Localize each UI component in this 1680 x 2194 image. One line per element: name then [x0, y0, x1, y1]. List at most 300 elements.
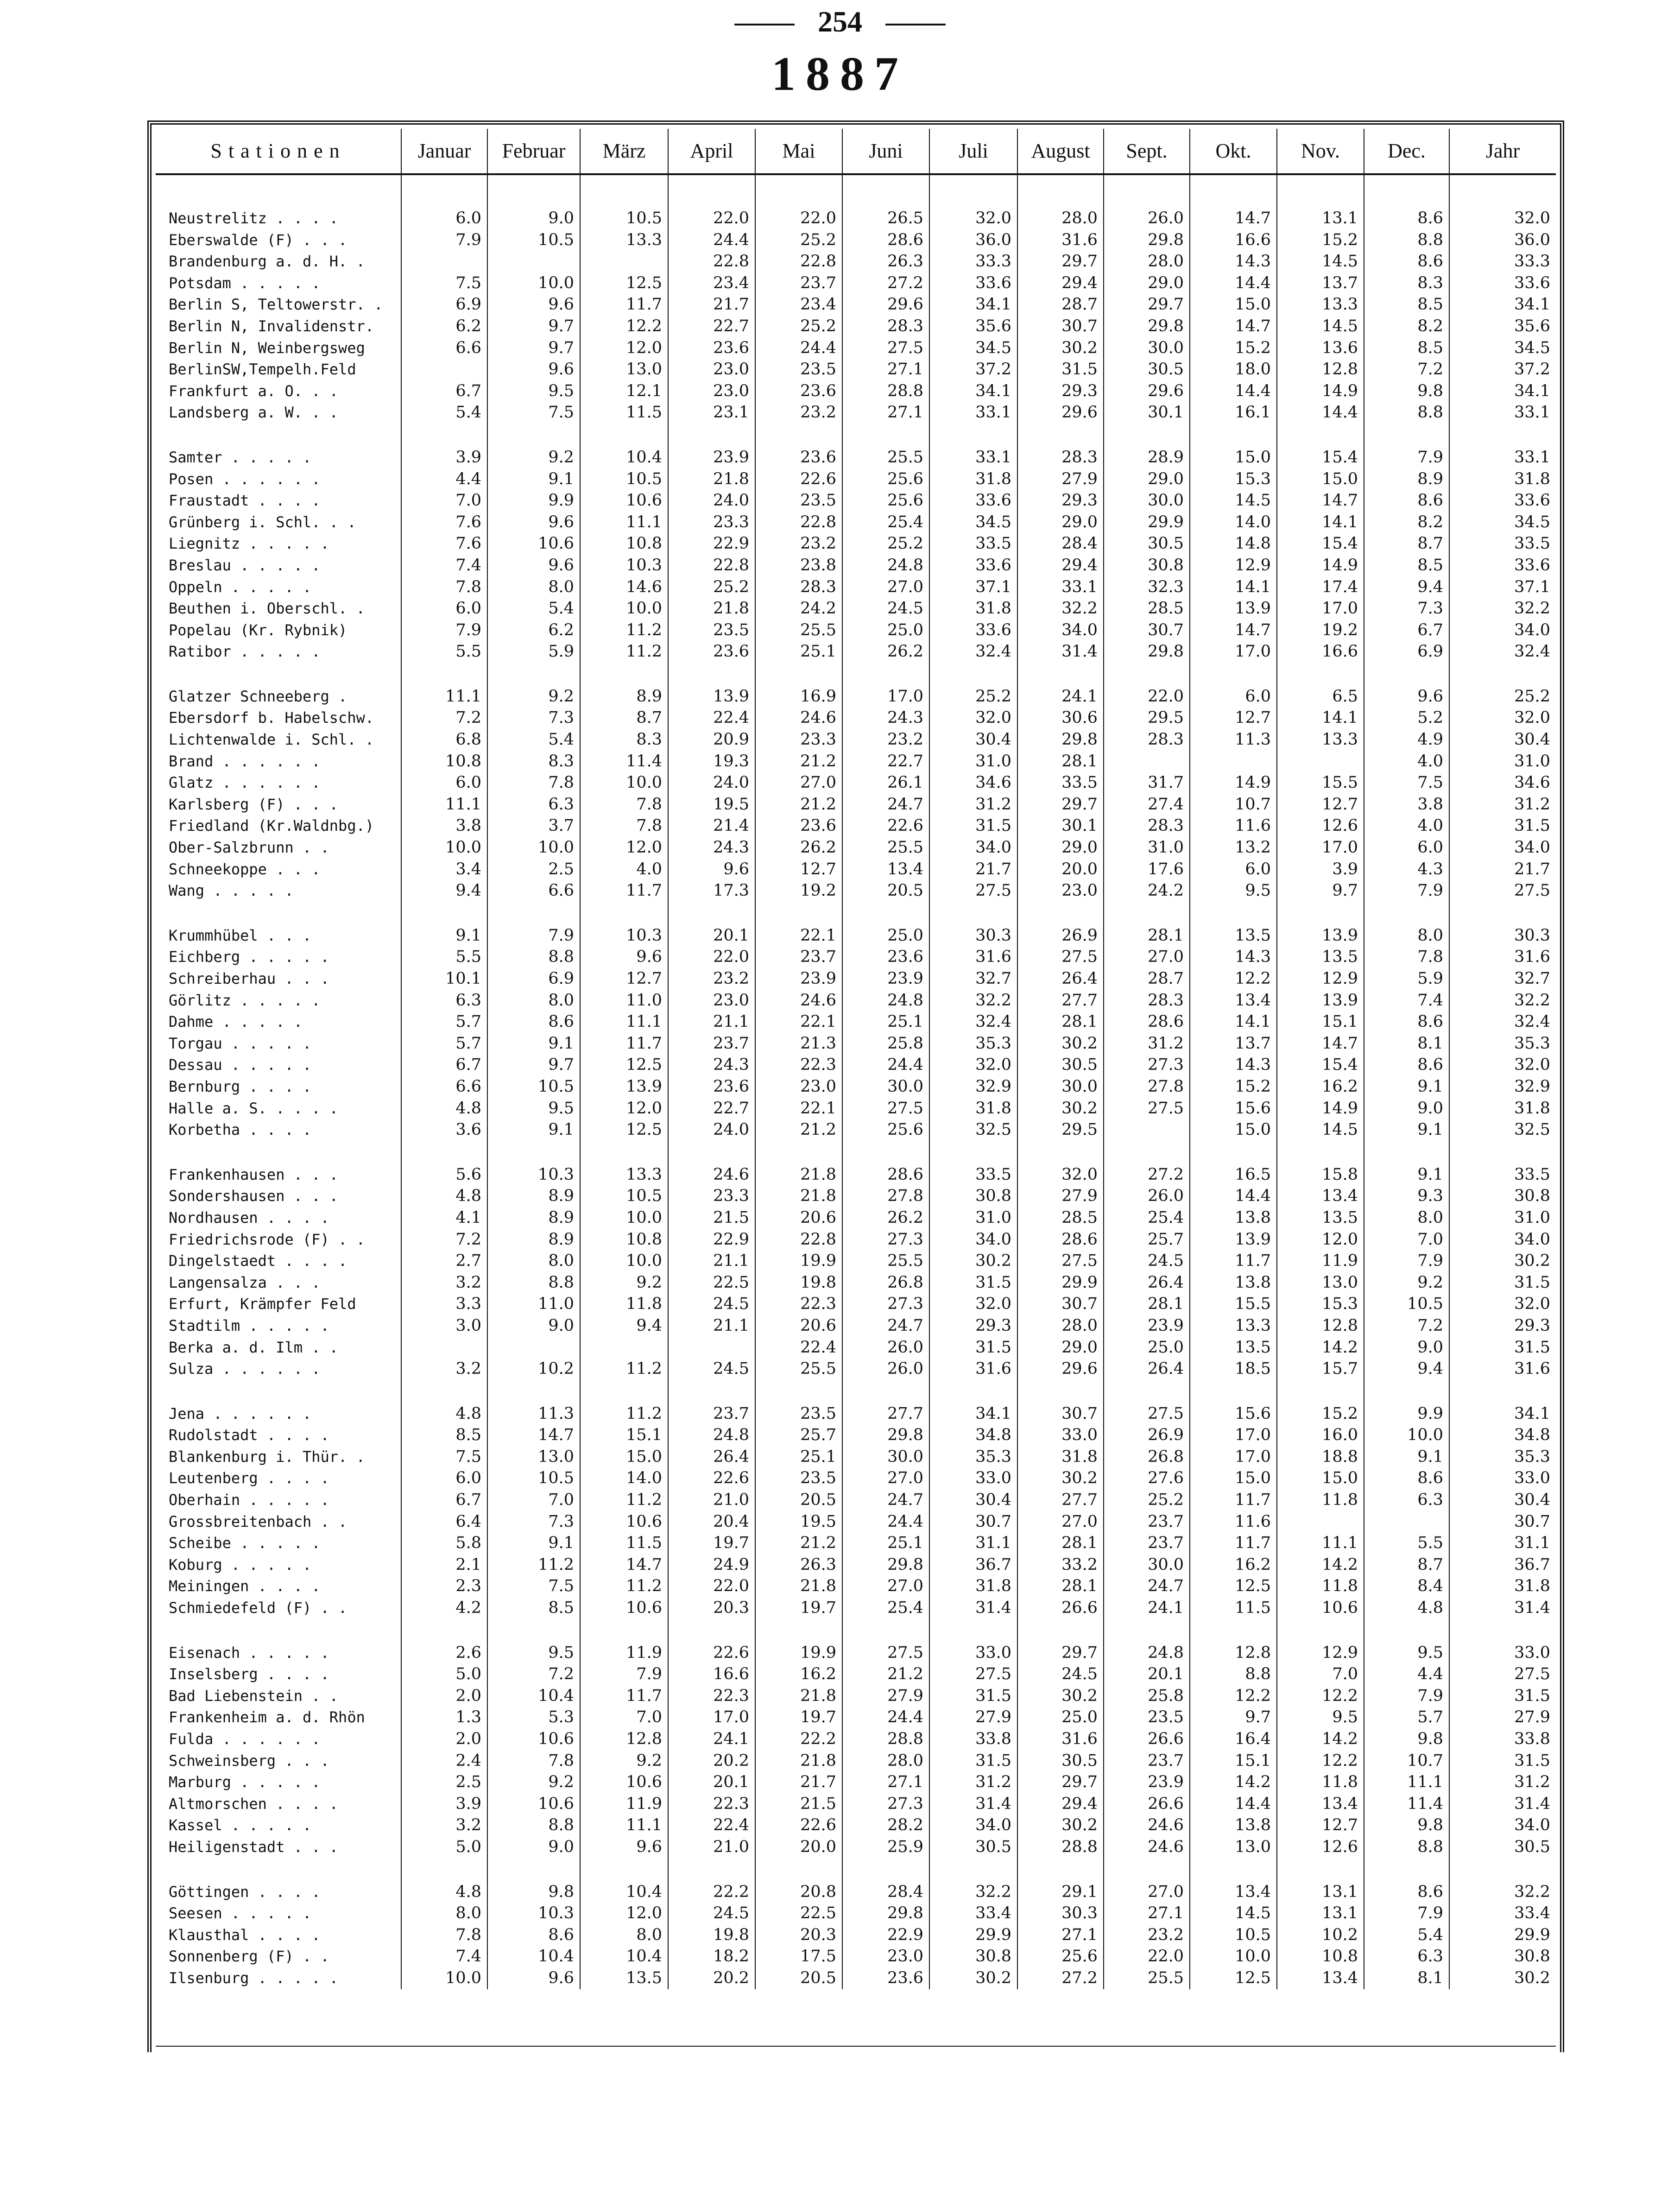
table-cell: 25.4: [1104, 1207, 1190, 1229]
table-cell: 10.4: [580, 1946, 668, 1967]
table-cell: 17.0: [1277, 598, 1364, 620]
table-cell: 8.8: [487, 1272, 580, 1294]
table-cell: 30.2: [929, 1250, 1017, 1272]
table-cell: 31.5: [929, 1337, 1017, 1359]
table-cell: 9.1: [1364, 1119, 1449, 1141]
table-cell: 13.5: [1277, 1207, 1364, 1229]
table-cell: 10.5: [580, 208, 668, 229]
table-cell: 25.4: [842, 1597, 929, 1619]
table-cell: 22.9: [668, 533, 755, 555]
table-cell: 27.2: [1017, 1967, 1104, 1989]
table-cell: 23.0: [668, 990, 755, 1012]
column-header-stationen: Stationen: [156, 129, 401, 174]
table-cell: 23.3: [755, 729, 842, 751]
station-name: Ilsenburg . . . . .: [169, 1969, 339, 1987]
table-cell: 4.1: [401, 1207, 487, 1229]
spacer-cell: [1017, 1619, 1104, 1642]
table-cell: 16.2: [1277, 1076, 1364, 1098]
station-name: Lichtenwalde i. Schl. .: [169, 731, 374, 749]
group-spacer: [156, 174, 1556, 208]
table-cell: 33.6: [1449, 490, 1556, 512]
table-cell: 14.1: [1190, 576, 1277, 598]
table-cell: 27.0: [755, 772, 842, 794]
table-cell: 32.0: [1449, 707, 1556, 729]
table-cell: 20.5: [842, 880, 929, 902]
table-cell: 27.8: [842, 1185, 929, 1207]
table-cell: 2.7: [401, 1250, 487, 1272]
table-cell: 13.0: [487, 1446, 580, 1468]
table-cell: 23.2: [755, 533, 842, 555]
table-cell: 10.0: [401, 1967, 487, 1989]
table-cell: 25.5: [842, 447, 929, 468]
table-cell: 9.1: [487, 1033, 580, 1055]
spacer-cell: [842, 174, 929, 208]
table-cell: 34.8: [1449, 1424, 1556, 1446]
table-cell: 20.0: [755, 1836, 842, 1858]
table-cell: 32.3: [1104, 576, 1190, 598]
spacer-cell: [1277, 424, 1364, 447]
table-cell: 33.0: [1017, 1424, 1104, 1446]
table-cell: 7.9: [401, 620, 487, 641]
table-cell: 8.0: [487, 990, 580, 1012]
spacer-cell: [1449, 663, 1556, 686]
table-cell: 7.0: [1277, 1663, 1364, 1685]
table-cell: 9.5: [487, 1642, 580, 1664]
table-row: [156, 641, 1556, 663]
table-cell: 23.3: [668, 1185, 755, 1207]
table-cell: 32.9: [929, 1076, 1017, 1098]
table-cell: 23.3: [668, 512, 755, 533]
station-name: Berlin N, Invalidenstr.: [169, 317, 374, 335]
spacer-cell: [842, 1858, 929, 1881]
table-row: [156, 447, 1556, 468]
table-cell: 21.2: [842, 1663, 929, 1685]
table-cell: 32.9: [1449, 1076, 1556, 1098]
table-cell: 14.2: [1277, 1728, 1364, 1750]
table-cell: 21.7: [1449, 859, 1556, 880]
table-cell: 34.6: [1449, 772, 1556, 794]
table-cell: 27.1: [1104, 1903, 1190, 1924]
spacer-cell: [929, 1619, 1017, 1642]
table-cell: 9.1: [1364, 1164, 1449, 1186]
table-cell: 6.3: [401, 990, 487, 1012]
table-cell: 33.5: [1017, 772, 1104, 794]
table-row: [156, 272, 1556, 294]
table-cell: 9.6: [487, 1967, 580, 1989]
table-cell: 31.0: [1449, 1207, 1556, 1229]
table-cell: 23.5: [1104, 1707, 1190, 1728]
station-name: Langensalza . . .: [169, 1273, 321, 1291]
table-cell: 3.2: [401, 1815, 487, 1836]
column-header-13: Jahr: [1449, 129, 1556, 174]
table-cell: 24.4: [842, 1511, 929, 1533]
table-cell: 29.8: [1017, 729, 1104, 751]
table-cell: 8.5: [401, 1424, 487, 1446]
table-cell: 9.3: [1364, 1185, 1449, 1207]
table-cell: 30.0: [842, 1446, 929, 1468]
table-cell: 7.9: [401, 229, 487, 251]
table-cell: 29.1: [1017, 1881, 1104, 1903]
table-row: [156, 729, 1556, 751]
table-row: [156, 837, 1556, 859]
table-cell: 16.9: [755, 686, 842, 708]
table-cell: 9.5: [1364, 1642, 1449, 1664]
table-cell: 32.5: [929, 1119, 1017, 1141]
table-cell: 8.7: [1364, 533, 1449, 555]
table-cell: 29.8: [842, 1554, 929, 1576]
table-cell: 22.4: [668, 707, 755, 729]
spacer-cell: [1190, 902, 1277, 925]
table-cell: 12.7: [1277, 794, 1364, 816]
table-cell: 11.5: [1190, 1597, 1277, 1619]
table-row: [156, 490, 1556, 512]
station-name: Meiningen . . . .: [169, 1577, 321, 1595]
table-cell: 10.4: [487, 1946, 580, 1967]
table-cell: 8.0: [1364, 1207, 1449, 1229]
table-row: [156, 533, 1556, 555]
table-cell: 11.2: [580, 1489, 668, 1511]
table-cell: 16.2: [1190, 1554, 1277, 1576]
table-cell: 7.8: [487, 772, 580, 794]
table-cell: 21.2: [755, 1119, 842, 1141]
spacer-cell: [1104, 1141, 1190, 1164]
table-cell: 31.0: [1449, 751, 1556, 772]
table-cell: 31.0: [929, 751, 1017, 772]
table-row: [156, 925, 1556, 947]
table-cell: 28.2: [842, 1815, 929, 1836]
table-cell: 10.0: [487, 272, 580, 294]
station-name: Inselsberg . . . .: [169, 1665, 329, 1683]
table-cell: 32.0: [929, 208, 1017, 229]
table-cell: 30.7: [1017, 316, 1104, 337]
table-cell: 15.0: [580, 1446, 668, 1468]
table-cell: 12.8: [580, 1728, 668, 1750]
column-header-2: Februar: [487, 129, 580, 174]
spacer-cell: [1017, 174, 1104, 208]
table-cell: 13.0: [1190, 1836, 1277, 1858]
table-cell: 11.1: [580, 512, 668, 533]
table-cell: 7.5: [487, 1575, 580, 1597]
table-row: [156, 316, 1556, 337]
table-cell: 8.9: [487, 1185, 580, 1207]
table-row: [156, 1446, 1556, 1468]
table-row: [156, 1642, 1556, 1664]
table-cell: 10.5: [1190, 1924, 1277, 1946]
table-cell: 20.5: [755, 1489, 842, 1511]
table-cell: 23.9: [1104, 1771, 1190, 1793]
station-name: Samter . . . . .: [169, 448, 312, 466]
table-cell: 19.9: [755, 1642, 842, 1664]
table-cell: 33.1: [929, 447, 1017, 468]
table-cell: 14.7: [1277, 490, 1364, 512]
table-cell: 7.5: [401, 1446, 487, 1468]
table-cell: 27.3: [842, 1293, 929, 1315]
table-cell: 8.0: [1364, 925, 1449, 947]
table-cell: 23.6: [668, 641, 755, 663]
table-cell: 14.2: [1190, 1771, 1277, 1793]
table-cell: 9.2: [487, 1771, 580, 1793]
table-row: [156, 794, 1556, 816]
table-cell: 30.1: [1017, 815, 1104, 837]
table-cell: 5.9: [487, 641, 580, 663]
table-cell: 14.1: [1190, 1011, 1277, 1033]
table-cell: 22.6: [755, 1815, 842, 1836]
station-name: Altmorschen . . . .: [169, 1795, 339, 1813]
table-cell: 34.1: [1449, 380, 1556, 402]
table-cell: 7.9: [1364, 447, 1449, 468]
column-header-7: Juli: [929, 129, 1017, 174]
table-cell: 14.5: [1277, 251, 1364, 272]
table-cell: 22.0: [668, 208, 755, 229]
table-cell: 28.8: [842, 380, 929, 402]
table-cell: 10.6: [580, 490, 668, 512]
table-cell: 14.5: [1190, 490, 1277, 512]
table-cell: 27.7: [1017, 990, 1104, 1012]
table-cell: 11.8: [580, 1293, 668, 1315]
table-cell: 13.3: [1277, 294, 1364, 316]
table-cell: 28.4: [1017, 533, 1104, 555]
station-name: Korbetha . . . .: [169, 1121, 312, 1139]
spacer-cell: [1364, 663, 1449, 686]
table-cell: 26.8: [842, 1272, 929, 1294]
table-cell: 11.7: [1190, 1532, 1277, 1554]
table-cell: 18.2: [668, 1946, 755, 1967]
table-cell: 17.0: [1277, 837, 1364, 859]
table-cell: 12.0: [580, 1903, 668, 1924]
table-cell: 9.4: [580, 1315, 668, 1337]
table-cell: 31.5: [1449, 1337, 1556, 1359]
table-row: [156, 1881, 1556, 1903]
table-cell: 21.2: [755, 751, 842, 772]
table-cell: 24.1: [1017, 686, 1104, 708]
table-cell: 26.0: [842, 1337, 929, 1359]
table-cell: 24.4: [842, 1707, 929, 1728]
table-cell: 2.0: [401, 1685, 487, 1707]
table-cell: 35.6: [1449, 316, 1556, 337]
table-cell: 23.7: [1104, 1532, 1190, 1554]
table-cell: 20.3: [755, 1924, 842, 1946]
table-cell: 9.6: [1364, 686, 1449, 708]
table-cell: 11.1: [1364, 1771, 1449, 1793]
table-cell: 8.5: [1364, 337, 1449, 359]
table-cell: 3.3: [401, 1293, 487, 1315]
spacer-cell: [156, 1858, 401, 1881]
table-cell: 8.6: [1364, 490, 1449, 512]
table-cell: 9.9: [1364, 1403, 1449, 1425]
column-header-12: Dec.: [1364, 129, 1449, 174]
table-cell: 13.7: [1190, 1033, 1277, 1055]
table-row: [156, 576, 1556, 598]
table-cell: 10.5: [487, 1467, 580, 1489]
table-cell: 15.3: [1190, 468, 1277, 490]
table-cell: 29.6: [842, 294, 929, 316]
table-cell: 33.1: [1449, 402, 1556, 424]
station-name: Erfurt, Krämpfer Feld: [169, 1295, 356, 1313]
table-cell: 11.1: [1277, 1532, 1364, 1554]
spacer-cell: [1017, 1141, 1104, 1164]
table-cell: 20.1: [668, 925, 755, 947]
table-cell: 21.4: [668, 815, 755, 837]
table-cell: 14.5: [1277, 316, 1364, 337]
table-cell: 24.5: [668, 1358, 755, 1380]
table-cell: 31.8: [1449, 468, 1556, 490]
spacer-cell: [1017, 424, 1104, 447]
table-cell: 19.2: [755, 880, 842, 902]
table-cell: 27.7: [842, 1403, 929, 1425]
station-name: Leutenberg . . . .: [169, 1469, 329, 1487]
table-cell: 13.9: [1277, 925, 1364, 947]
table-cell: 19.8: [755, 1272, 842, 1294]
table-cell: 27.5: [1017, 1250, 1104, 1272]
spacer-cell: [580, 1858, 668, 1881]
table-cell: 27.9: [1449, 1707, 1556, 1728]
table-cell: 11.6: [1190, 1511, 1277, 1533]
table-cell: 23.5: [755, 1467, 842, 1489]
table-cell: 3.9: [1277, 859, 1364, 880]
table-cell: 24.5: [842, 598, 929, 620]
group-spacer: [156, 902, 1556, 925]
table-cell: 25.1: [755, 1446, 842, 1468]
table-cell: 22.8: [668, 555, 755, 576]
table-cell: 10.3: [580, 555, 668, 576]
table-cell: 35.6: [929, 316, 1017, 337]
table-cell: 33.2: [1017, 1554, 1104, 1576]
table-cell: 15.2: [1277, 1403, 1364, 1425]
table-cell: 9.8: [1364, 1815, 1449, 1836]
spacer-cell: [1277, 1858, 1364, 1881]
table-cell: 13.3: [580, 229, 668, 251]
table-row: [156, 598, 1556, 620]
table-cell: 28.6: [842, 229, 929, 251]
table-cell: 29.5: [1104, 707, 1190, 729]
table-cell: [401, 1337, 487, 1359]
station-name: Halle a. S. . . . .: [169, 1099, 339, 1117]
table-cell: 9.2: [580, 1750, 668, 1772]
group-spacer: [156, 1141, 1556, 1164]
table-cell: 26.0: [1104, 208, 1190, 229]
table-cell: 9.1: [401, 925, 487, 947]
table-cell: 30.2: [1017, 1033, 1104, 1055]
table-cell: 22.8: [755, 1229, 842, 1251]
table-cell: 26.8: [1104, 1446, 1190, 1468]
table-cell: 11.4: [580, 751, 668, 772]
spacer-cell: [401, 424, 487, 447]
table-cell: 30.0: [1104, 337, 1190, 359]
table-cell: 13.0: [1277, 1272, 1364, 1294]
table-cell: 30.2: [1017, 1815, 1104, 1836]
station-name: Blankenburg i. Thür. .: [169, 1448, 365, 1466]
station-name: Göttingen . . . .: [169, 1883, 321, 1901]
table-cell: 12.1: [580, 380, 668, 402]
station-name: Ratibor . . . . .: [169, 643, 321, 661]
year-heading: 1887: [771, 47, 909, 101]
table-cell: 25.4: [842, 512, 929, 533]
table-cell: 22.4: [755, 1337, 842, 1359]
table-cell: 25.5: [755, 1358, 842, 1380]
table-cell: 13.5: [1277, 946, 1364, 968]
table-cell: 9.5: [487, 380, 580, 402]
table-cell: 23.9: [668, 447, 755, 468]
table-cell: 28.0: [1104, 251, 1190, 272]
table-cell: 20.6: [755, 1315, 842, 1337]
station-name: Eberswalde (F) . . .: [169, 231, 347, 249]
table-cell: 7.0: [1364, 1229, 1449, 1251]
table-cell: 27.5: [929, 1663, 1017, 1685]
table-cell: 24.3: [842, 707, 929, 729]
table-cell: 25.6: [842, 490, 929, 512]
table-cell: 28.1: [1017, 1532, 1104, 1554]
table-body: [156, 174, 1556, 1989]
table-cell: 12.2: [1277, 1685, 1364, 1707]
table-cell: 21.8: [755, 1750, 842, 1772]
table-cell: 24.4: [755, 337, 842, 359]
table-cell: 12.2: [580, 316, 668, 337]
table-cell: 28.3: [1104, 990, 1190, 1012]
table-cell: 23.2: [755, 402, 842, 424]
table-cell: 14.7: [580, 1554, 668, 1576]
table-cell: 29.9: [929, 1924, 1017, 1946]
spacer-cell: [580, 424, 668, 447]
table-cell: 35.3: [1449, 1033, 1556, 1055]
table-cell: 29.8: [1104, 641, 1190, 663]
table-cell: 11.3: [1190, 729, 1277, 751]
station-name: Krummhübel . . .: [169, 926, 312, 944]
table-cell: 11.0: [487, 1293, 580, 1315]
table-cell: 35.3: [929, 1446, 1017, 1468]
table-cell: 25.6: [842, 468, 929, 490]
spacer-cell: [1104, 424, 1190, 447]
table-cell: 11.1: [580, 1011, 668, 1033]
table-cell: 8.7: [580, 707, 668, 729]
table-row: [156, 251, 1556, 272]
table-cell: 12.2: [1190, 1685, 1277, 1707]
table-cell: 25.0: [842, 925, 929, 947]
table-cell: 26.0: [1104, 1185, 1190, 1207]
table-cell: 4.8: [401, 1185, 487, 1207]
table-cell: 37.2: [1449, 359, 1556, 380]
table-cell: 24.4: [668, 229, 755, 251]
table-cell: [1364, 1511, 1449, 1533]
table-cell: 11.2: [580, 1403, 668, 1425]
table-cell: 34.0: [1449, 620, 1556, 641]
spacer-cell: [156, 1619, 401, 1642]
table-cell: 27.2: [1104, 1164, 1190, 1186]
table-cell: 23.2: [842, 729, 929, 751]
table-cell: 24.2: [755, 598, 842, 620]
table-cell: 14.0: [1190, 512, 1277, 533]
station-name: Görlitz . . . . .: [169, 991, 321, 1009]
table-cell: 6.8: [401, 729, 487, 751]
table-cell: 24.1: [1104, 1597, 1190, 1619]
table-cell: 13.9: [1277, 990, 1364, 1012]
table-cell: 21.8: [755, 1685, 842, 1707]
table-cell: 31.4: [1449, 1793, 1556, 1815]
spacer-cell: [487, 1141, 580, 1164]
table-row: [156, 1903, 1556, 1924]
table-cell: 29.6: [1017, 1358, 1104, 1380]
table-cell: 27.0: [842, 576, 929, 598]
table-cell: 24.7: [842, 794, 929, 816]
table-cell: 11.7: [580, 880, 668, 902]
table-row: [156, 990, 1556, 1012]
table-cell: 7.8: [1364, 946, 1449, 968]
table-cell: 22.3: [755, 1054, 842, 1076]
table-cell: 14.9: [1277, 555, 1364, 576]
table-cell: 15.5: [1190, 1293, 1277, 1315]
station-name: Klausthal . . . .: [169, 1926, 321, 1944]
table-cell: 9.0: [487, 1315, 580, 1337]
table-cell: 25.1: [842, 1532, 929, 1554]
